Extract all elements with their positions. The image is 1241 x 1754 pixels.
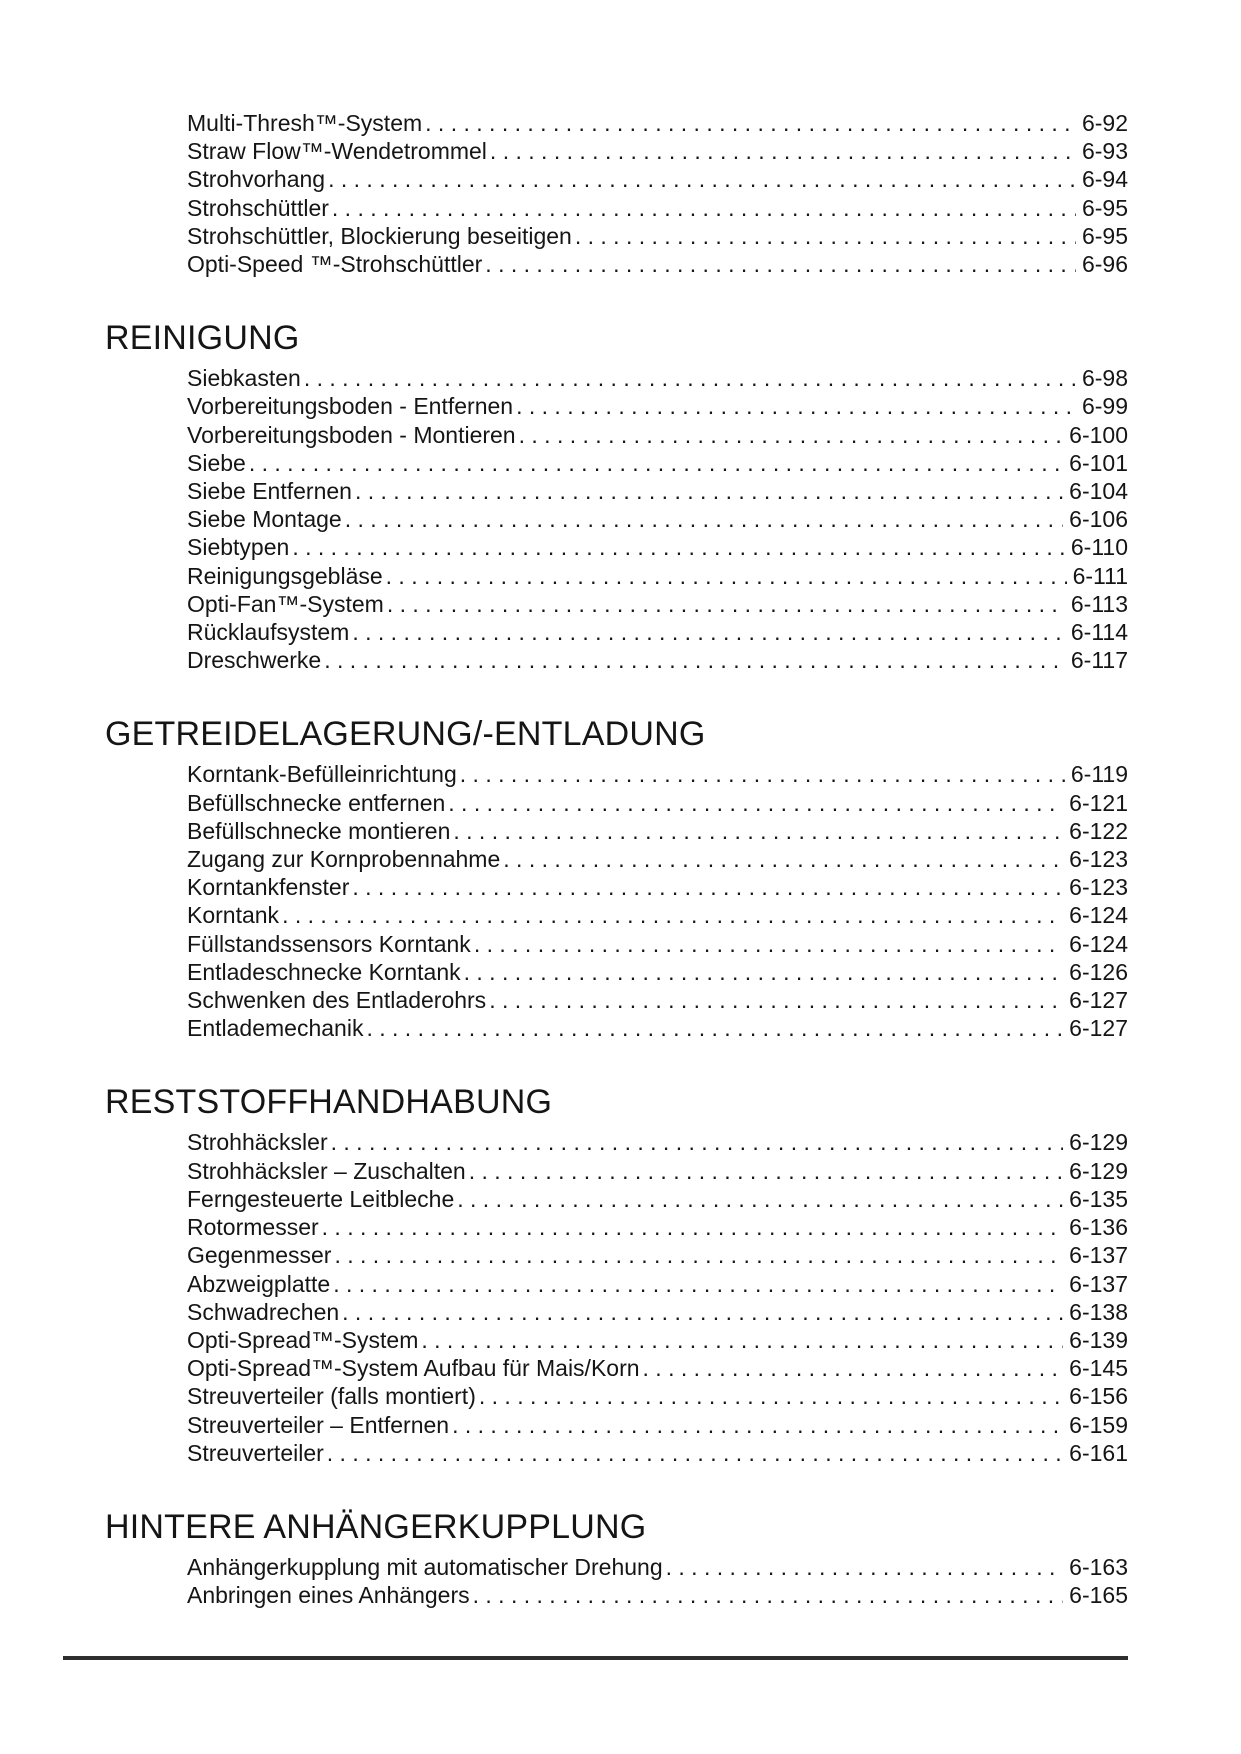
toc-entry [187,562,1128,590]
dot-leader [516,392,1076,420]
toc-section [105,714,1128,1042]
dot-leader [519,421,1064,449]
entry-label: Vorbereitungsboden - Montieren [187,421,516,448]
toc-section [105,1082,1128,1466]
dot-leader [575,222,1076,250]
toc-entry [187,421,1128,449]
section-title: GETREIDELAGERUNG/-ENTLADUNG [105,715,706,754]
dot-leader [452,1411,1063,1439]
toc-entry [187,1298,1128,1326]
entry-label: Streuverteiler – Entfernen [187,1411,450,1438]
entry-page-number: 6-110 [1070,534,1128,561]
entry-page-number: 6-122 [1069,817,1128,844]
entry-label: Opti-Fan™-System [187,590,384,617]
entry-label: Anhängerkupplung mit automatischer Drehung [187,1553,663,1580]
entry-page-number: 6-96 [1081,251,1128,278]
entry-label: Streuverteiler (falls montiert) [187,1383,476,1410]
entry-label: Schwadrechen [187,1298,340,1325]
entry-label: Schwenken des Entladerohrs [187,987,487,1014]
entry-label: Strohhäcksler [187,1129,328,1156]
entry-label: Siebtypen [187,534,290,561]
entry-label: Rotormesser [187,1214,319,1241]
entry-label: Reinigungsgebläse [187,562,383,589]
dot-leader [334,1241,1063,1269]
entry-page-number: 6-104 [1069,478,1128,505]
toc-entry [187,986,1128,1014]
entry-label: Ferngesteuerte Leitbleche [187,1185,455,1212]
entry-label: Strohhäcksler – Zuschalten [187,1157,466,1184]
entry-label: Füllstandssensors Korntank [187,930,471,957]
entry-label: Strohvorhang [187,166,326,193]
entry-page-number: 6-124 [1069,930,1128,957]
dot-leader [474,930,1063,958]
entry-page-number: 6-159 [1069,1411,1128,1438]
entry-page-number: 6-161 [1069,1439,1128,1466]
section-entries [187,760,1128,1042]
entry-page-number: 6-127 [1069,1015,1128,1042]
toc-entry [187,1213,1128,1241]
entry-label: Gegenmesser [187,1242,332,1269]
entry-page-number: 6-165 [1069,1582,1128,1609]
section-entries [187,1553,1128,1609]
dot-leader [249,449,1063,477]
dot-leader [352,873,1063,901]
entry-page-number: 6-119 [1070,761,1128,788]
entry-label: Siebe [187,449,246,476]
toc-entry [187,1157,1128,1185]
toc-entry [187,930,1128,958]
toc-entry [187,1128,1128,1156]
toc-entry [187,477,1128,505]
dot-leader [292,533,1065,561]
entry-label: Befüllschnecke montieren [187,817,451,844]
entry-label: Strohschüttler [187,194,329,221]
dot-leader [666,1553,1064,1581]
entry-page-number: 6-95 [1081,194,1128,221]
toc-entry [187,845,1128,873]
entry-page-number: 6-137 [1069,1270,1128,1297]
toc-entry [187,1014,1128,1042]
dot-leader [304,364,1076,392]
entry-page-number: 6-127 [1069,987,1128,1014]
toc-entry [187,958,1128,986]
entry-page-number: 6-111 [1072,562,1128,589]
dot-leader [386,562,1067,590]
entry-page-number: 6-113 [1070,590,1128,617]
section-entries [187,364,1128,674]
entry-page-number: 6-123 [1069,874,1128,901]
section-entries [187,1128,1128,1466]
dot-leader [333,1270,1063,1298]
entry-page-number: 6-145 [1069,1355,1128,1382]
dot-leader [464,958,1064,986]
entry-page-number: 6-98 [1081,365,1128,392]
toc-entry [187,137,1128,165]
entry-page-number: 6-126 [1069,958,1128,985]
toc-entry [187,873,1128,901]
entry-page-number: 6-123 [1069,846,1128,873]
entry-page-number: 6-138 [1069,1298,1128,1325]
entry-label: Siebe Montage [187,506,342,533]
entry-label: Befüllschnecke entfernen [187,789,446,816]
entry-page-number: 6-100 [1069,421,1128,448]
entry-label: Rücklaufsystem [187,619,350,646]
entry-label: Opti-Spread™-System [187,1326,419,1353]
entry-page-number: 6-163 [1069,1553,1128,1580]
dot-leader [366,1014,1063,1042]
dot-leader [322,1213,1064,1241]
toc-entry [187,901,1128,929]
footer-rule [63,1656,1128,1660]
entry-page-number: 6-135 [1069,1185,1128,1212]
toc-entry [187,789,1128,817]
dot-leader [643,1354,1064,1382]
toc-entry [187,449,1128,477]
section-title: HINTERE ANHÄNGERKUPPLUNG [105,1507,647,1546]
entry-page-number: 6-121 [1069,789,1128,816]
entry-label: Anbringen eines Anhängers [187,1582,470,1609]
dot-leader [473,1581,1064,1609]
toc-entry [187,505,1128,533]
dot-leader [327,1439,1063,1467]
entry-page-number: 6-139 [1069,1326,1128,1353]
dot-leader [485,250,1076,278]
dot-leader [324,646,1065,674]
toc-section [105,109,1128,278]
toc-entry [187,222,1128,250]
dot-leader [469,1157,1063,1185]
dot-leader [282,901,1063,929]
section-title: RESTSTOFFHANDHABUNG [105,1083,553,1122]
toc-entry [187,817,1128,845]
entry-page-number: 6-156 [1069,1383,1128,1410]
entry-page-number: 6-92 [1081,110,1128,136]
entry-label: Korntankfenster [187,874,350,901]
dot-leader [352,618,1065,646]
entry-label: Dreschwerke [187,647,322,674]
dot-leader [387,590,1065,618]
entry-page-number: 6-93 [1081,138,1128,165]
toc-entry [187,1382,1128,1410]
entry-page-number: 6-94 [1081,166,1128,193]
toc-entry [187,250,1128,278]
toc-entry [187,1411,1128,1439]
entry-label: Korntank-Befülleinrichtung [187,761,457,788]
toc-entry [187,1553,1128,1581]
dot-leader [460,760,1065,788]
entry-label: Entlademechanik [187,1015,364,1042]
entry-page-number: 6-117 [1070,647,1128,674]
dot-leader [425,109,1076,137]
entry-page-number: 6-124 [1069,902,1128,929]
toc-entry [187,618,1128,646]
dot-leader [355,477,1063,505]
toc-entry [187,1241,1128,1269]
dot-leader [479,1382,1063,1410]
entry-label: Abzweigplatte [187,1270,331,1297]
dot-leader [453,817,1063,845]
toc-entry [187,109,1128,137]
section-entries [187,109,1128,278]
toc-entry [187,1581,1128,1609]
entry-page-number: 6-106 [1069,506,1128,533]
dot-leader [345,505,1063,533]
dot-leader [332,194,1076,222]
toc-entry [187,1326,1128,1354]
entry-page-number: 6-136 [1069,1214,1128,1241]
entry-label: Straw Flow™-Wendetrommel [187,138,487,165]
entry-label: Opti-Spread™-System Aufbau für Mais/Korn [187,1355,640,1382]
toc-entry [187,364,1128,392]
dot-leader [342,1298,1063,1326]
entry-page-number: 6-99 [1081,393,1128,420]
entry-label: Korntank [187,902,280,929]
toc-entry [187,1270,1128,1298]
dot-leader [331,1128,1064,1156]
dot-leader [421,1326,1063,1354]
entry-label: Strohschüttler, Blockierung beseitigen [187,222,572,249]
toc-entry [187,760,1128,788]
entry-page-number: 6-101 [1069,449,1128,476]
table-of-contents [105,109,1128,1609]
toc-entry [187,533,1128,561]
dot-leader [490,137,1076,165]
toc-entry [187,392,1128,420]
dot-leader [503,845,1063,873]
toc-section [105,318,1128,674]
entry-label: Siebkasten [187,365,301,392]
dot-leader [489,986,1063,1014]
dot-leader [328,165,1076,193]
entry-label: Zugang zur Kornprobennahme [187,846,501,873]
section-title: REINIGUNG [105,319,300,358]
entry-label: Vorbereitungsboden - Entfernen [187,393,514,420]
toc-entry [187,646,1128,674]
toc-entry [187,1354,1128,1382]
dot-leader [457,1185,1063,1213]
toc-section [105,1507,1128,1609]
entry-label: Multi-Thresh™-System [187,110,423,136]
entry-page-number: 6-129 [1069,1157,1128,1184]
toc-entry [187,1439,1128,1467]
entry-page-number: 6-129 [1069,1129,1128,1156]
entry-page-number: 6-95 [1081,222,1128,249]
entry-label: Opti-Speed ™-Strohschüttler [187,251,483,278]
entry-page-number: 6-137 [1069,1242,1128,1269]
entry-label: Entladeschnecke Korntank [187,958,461,985]
entry-label: Streuverteiler [187,1439,324,1466]
toc-entry [187,165,1128,193]
entry-page-number: 6-114 [1070,619,1128,646]
toc-entry [187,590,1128,618]
toc-entry [187,1185,1128,1213]
toc-entry [187,194,1128,222]
dot-leader [448,789,1063,817]
entry-label: Siebe Entfernen [187,478,352,505]
